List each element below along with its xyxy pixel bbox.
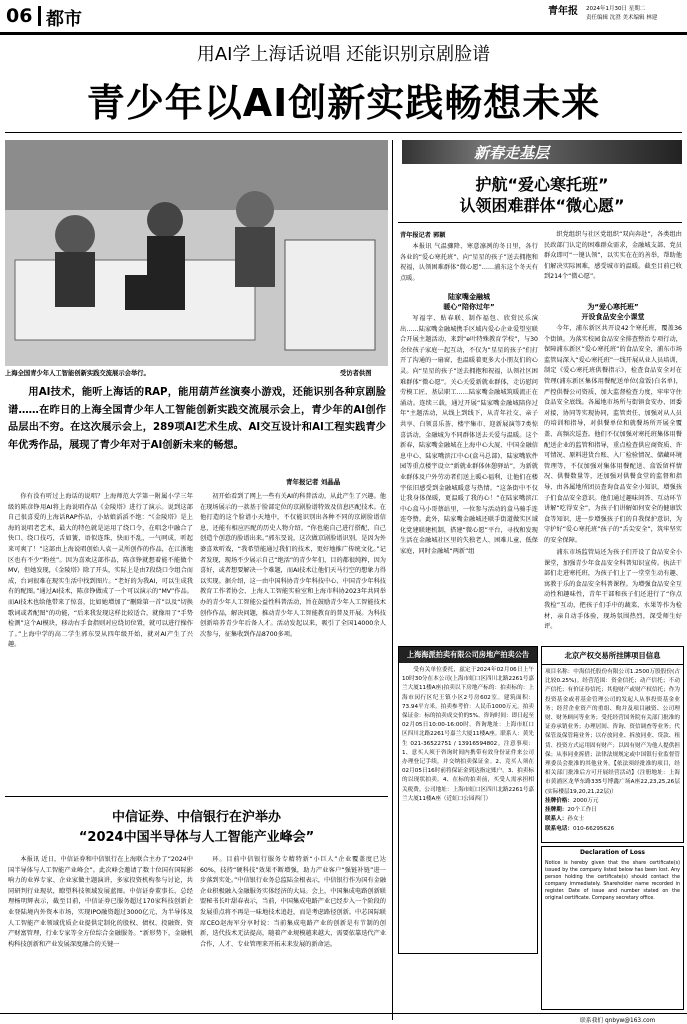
citic-body-col2: 环。目前中信银行服务专精特新“小巨人”企业覆盖度已达60%，技持“硬科技”效果不断增强，助力产业客户“强链补链”进一步落到实处。”中信银行业务总监陆金根表示，中信银行作为国有金融企业积极融入金融服务实体经济的大局。会上，中国集成电路创新联盟秘书长叶甜春表示，当前，中国集成电路产业已经步入一个阶段的发展重点将不再是一味地技术追赶，而是考虑路径创新。中芯国际联席CEO赵海军分享时说：当前集成电路产业的创新是有节制的创新，迭代技术无法提高，随着产业规模越来越大，需要依靠迭代产业合作，人才、专业管理来开拓未来发展的新命运。: [200, 856, 386, 948]
photo-scene-illustration: [5, 140, 388, 366]
lead-bottom-rule: [5, 796, 388, 797]
festival-banner: [402, 140, 682, 164]
citic-body-col1: 本报讯 近日，中信证券和中信银行在上海联合主办了“2024中国半导体与人工智能产业峰会”。此次峰会邀请了数十位国有国际影响力的业界专家、企业家做主题演讲，多家投资机构参与讨论，共同研判行业现状，瞭望科技领域发展蓝图。中信证券董事长、总经理杨明辉表示，截至目前，中信证券已服务超过170家科技创新企业登陆境内外资本市场，实现IPO融资超过3000亿元，为半导体及人工智能产业领域优质企业提供定制化的股权、债权、投融资、资产财富管理，行业专家等全方位综合金融服务。“新形势下，金融机构科技创新和产业发展深度融合的关键一: [8, 856, 193, 948]
exchange-title: 北京产权交易所挂牌项目信息: [542, 647, 683, 665]
exchange-price: 2000万元: [572, 798, 599, 804]
lead-body-col1: 你有没有听过上海话的说唱？上海师范大学第一附属小学三年级的陈彦铮用AI将上海说唱作品《金陵塔》进行了演示。说到这部自己很喜爱的上海话RAP作品，小姑娘滔滔不绝：“《金陵塔》是上海的说唱老艺术，最大的特色就是运用了绕口令，在唱念中融合了快口、绕口技巧，舌如簧，语似连珠，快而不乱，一气呵成，听起来可爽了！”这部由上海说唱创始人袁一灵所创作的作品，在江浙地区也有不少“粉丝”。因为喜欢这部作品，陈彦铮就想着能不能做个MV，但她发现，《金陵塔》除了开头，实际上是由7段绕口令组合而成，台词很难在现实生活中找到图片。“老好的为我AI，可以生成我有的配图。”通过AI技术，陈彦铮做成了一个可以演示的“MV”作品。而AI技术也给他带来了惊喜，比如她增加了“删除第一首”以及“切换歌词或者配图”的功能，“后来我发现这样比较适合，就像用了“手势检测”这个AI模块，移动右手食指则对应绕切位置，就可以进行操作了。”上海中学的高二学生郭东旻从四年级开始，就对AI产生了兴趣。: [8, 493, 193, 649]
auction-body: 受有关单位委托，兹定于2024年02月06日上午10时30分在本公司(上海市虹口区四川北路2261号嘉兰大厦11楼A座)拍卖以下房地产标的：拍卖标的：上海市闵行区纪王镇小区2号房602室。建筑面积：73.94平方米。拍卖参考价：人民币1000万元。拍卖保证金：标的拍卖成交价的5%。咨询时间：即日起至02月05日10:00-16:00时。咨询地址：上海市虹口区四川北路2261号嘉兰大厦11楼A座。联系人：黄先生 021-36522751 / 13916594802。注意事项：1、意买人须于咨询时间内携带有效身份证件来公司办理登记手续，并交纳拍卖保证金。2、竞买人须在02月05日16时前将保证金到达指定账户。3、拍卖标的以现状拍卖。4、在标的拍卖前，买受人需承担相关税费。公司地址：上海市虹口区四川北路2261号嘉兰大厦11楼A座（近虹口公园西门）: [402, 667, 534, 802]
winter-headline-rule: [398, 222, 682, 223]
photo-credit: 受访者供图: [340, 370, 372, 377]
page-number: 06: [6, 5, 33, 27]
winter-headline-2: 认领困难群体“微心愿”: [459, 196, 625, 215]
exchange-tel-label: 联系电话：: [545, 825, 573, 832]
lead-intro: 用AI技术，能听上海话的RAP，能用葫芦丝演奏小游戏，还能识别各种京剧脸谱……在昨日的上海全国青少年人工智能创新实践交流展示会上，青少年的AI创作品层出不穷。在这次展示会上，289项AI艺术生成、AI交互设计和AI工程实践青少年优秀作品，展现了青少年对于AI创新未来的畅想。: [8, 387, 386, 451]
newspaper-logo: 青年报: [548, 6, 578, 17]
issue-date: 2024年1月30日 星期二: [586, 6, 646, 12]
winter-body-col1: 写福字、贴春联、制作福包、欣赏民乐演出……陆家嘴金融城携手区域内爱心企业爱望室联合开展主题活动，来到“e叶特殊教育学校”，与30余位孩子家庭一起互动，不仅为“星星的孩子”们打开了沟通的一扇窗，也温暖着更多大小朋友们的心灵。向“星星的孩子”送去拥抱和祝福，认领社区困难群体“微心愿”。关心关爱新就业群体，走访慰问劳模工匠、基层职工……陆家嘴金融城筑暖流正在涌动。连续三载，通过开展“陆家嘴金融城陪你过年”主题活动，从线上到线下，从青年社交、亲子共享、白领喜乐荟、楼宇集市、迎新展演等7类惊喜活动，金融城为不同群体送去关爱与温暖。这个新春，陆家嘴金融城在上海中心大厦、中国金融信息中心、陆家嘴滨江中心(盒马总部)、陆家嘴软件园等重点楼宇设立“新就业群体休憩驿站”，为新就业群体及户外劳动者们送上暖心福利，让他们在楼宇依旧感受到金融城暖意与热情。“这条街中不仅让我身体保暖，更温暖了我的心！”在陆家嘴滨江中心盒马小哥蔡站里，一位参与活动的盒马骑手连连夸赞。此外，陆家嘴金融城还联手街道做实区域化党建联建机制，搭建“微心愿”平台，寻找和发现生活在金融城社区里的失独老人、困难儿童、低保家庭，同时金融城“两新”组: [400, 315, 538, 556]
winter-subhead-2b: 开设食品安全小课堂: [581, 313, 645, 321]
winter-body-col3: 今年，浦东新区共开设42个寒托班，覆盖36个街镇。为落实校园食品安全排查整治专项行动，保障浦东新区“爱心寒托班”的食品安全，浦东市场监管局深入“爱心寒托班”一线开展从业人员培训，制定《爱心寒托班供餐指示》，检查食品安全对在管理(浦东新区集体用餐配送单位(盒饭)白名单)，严控供餐公司资质，加大监督检查力度，牢牢守住食品安全底线。各属地市场所与街镇食安办、团委对接，协同等实现协同，监管责任，加强对从人员的培训和指导，对供餐单位和就餐场所开展全覆盖、高频次巡查。他们不仅加强对寒托班集体用餐配送企业的监管和指导，重点检查供应商资质、许可情况、原料进货台账、入厂检验情况、储藏环境管理等，不仅加强对集体用餐配送、盒饭留样情况、供餐数量等，还加强对供餐食堂的监督和指导，由各属地所团员查询食品安全小知识，增强孩子们食品安全意识。他们通过趣味问答、互动环节讲解“吃得安全”，为孩子们讲解如何安全的健康饮食等知识，进一步增强孩子们的自我保护意识，为守护好“爱心寒托班”孩子的“舌尖安全”，筑牢坚实的安全保障。: [544, 325, 682, 544]
winter-headline-1: 护航“爱心寒托班”: [475, 175, 609, 194]
exchange-contact: 孙女士: [567, 816, 585, 823]
lead-title: 青少年以AI创新实践畅想未来: [86, 81, 601, 125]
winter-byline: 青年报记者 郭颖: [400, 232, 446, 239]
citic-headline-2: “2024中国半导体与人工智能产业峰会”: [78, 830, 315, 845]
exchange-tel: 010-66295626: [572, 825, 615, 832]
exchange-tel-row: [545, 825, 680, 834]
lead-byline: 青年报记者 刘晶晶: [286, 478, 341, 486]
citic-headline-1: 中信证券、中信银行在沪举办: [111, 810, 281, 825]
auction-ad: [398, 646, 538, 954]
winter-body-col3b: 浦东市场监管局还为孩子们开设了食品安全小课堂，加强青少年食品安全科普知识宣传。执法干部们走进寒托班，为孩子们上了一堂堂生动有趣、寓教于乐的食品安全科普课程。为增强食品安全互动性和趣味性，青年干部和孩子们还进行了“你点我检”互动，把孩子们手中的蔬菜、水果等作为检材，亲自动手体验，现场氛围热烈，深受师生好评。: [544, 549, 682, 631]
auction-title: 上海海派拍卖有限公司房地产拍卖公告: [399, 647, 537, 663]
winter-lead: 本报讯 气温骤降、寒意凛冽的冬日里，各行各业的“爱心寒托班”、向“星星的孩子”送去拥抱和祝福，认领困难群体“微心愿”……浦东这个冬天有点暖。: [400, 243, 538, 282]
footer-rule: [0, 1013, 687, 1014]
lead-subtitle: 用AI学上海话说唱 还能识别京剧脸谱: [196, 44, 491, 65]
winter-body-col2: 织党组织与社区党组织“双向奔赴”，各类组由民政部门认定的困难群众需求，金融城支部、党员群众即可“一键认领”，以实实在在的善举，帮助他们解决实际困难，感受城市的温暖。截至目前已收到214个“微心愿”。: [544, 231, 682, 281]
photo-caption: 上海全国青少年人工智能创新实践交流展示会举行。: [5, 370, 150, 377]
lead-body-col2: 初开始看到了网上一些有关AI的科普活动，从此产生了兴趣。他在现场展示的一款基于脸部定位的京剧脸谱特效及信息匹配技术。在他打造的这个脸谱小天地中，不仅能识别出各种不同的京剧脸谱信息，还能有相应匹配的历史人物介绍。“你也能自己进行搭配，自己创造个创意的脸谱出来。”郭东旻说，这次做京剧脸谱识别，是因为外婆喜欢听戏，“我希望能通过我们的技术，更好地推广传统文化。”记者发现，现场不少展示自己“绝活”的青少年们，目的都很纯粹，因为喜好，或者想要解决一个难题，而AI技术让他们天马行空的想象力得以实现。据介绍，这一由中国科协青少年科技中心、中国青少年科技教育工作者协会、上海人工智能实验室和上海市科协2023年共同举办的青少年人工智能公益性科普活动，旨在鼓励青少年人工智能技术创作作品，解决问题，推动青少年人工智能教育的普及开展。为科技创新培养青少年后备人才。活动发起以来，吸引了全国14000余人次参与，征集收到作品8700多项。: [200, 493, 386, 638]
editors: 责任编辑 沈澄 美术编辑 林建: [586, 15, 658, 21]
winter-subhead-1b: 暖心“陪你过年”: [443, 303, 495, 311]
exchange-price-label: 挂牌价格：: [545, 798, 573, 804]
footer-contact: 联系我们 qnbyw@163.com: [580, 1018, 656, 1024]
header-divider: [38, 6, 41, 26]
headline-rule: [5, 132, 682, 133]
winter-subhead-1a: 陆家嘴金融城: [448, 293, 490, 301]
lead-photo: [5, 140, 388, 366]
exchange-notice: [541, 646, 684, 843]
loss-notice-body: Notice is hereby given that the share certificate(s) issued by the company listed below has been lost. Any person holding the certificate(s) should contact the company immediately. Shareholder name recorded in register. Date of issue and number stated on the original certificate. Company secretary office.: [545, 861, 680, 901]
winter-subhead-2a: 为“爱心寒托班”: [587, 303, 639, 311]
exchange-period-label: 挂牌期：: [545, 807, 568, 814]
exchange-price-row: [545, 797, 680, 806]
exchange-contact-label: 联系人：: [545, 816, 568, 823]
header-rule: [0, 32, 687, 35]
section-name: 都市: [46, 9, 82, 30]
exchange-period: 20个工作日: [567, 807, 597, 814]
exchange-body: 项目名称：中海信托股份有限公司1.2500万股股份(占比较0.25%)。经营范围：资金信托；动产信托；不动产信托；有价证券信托；其他财产或财产权信托；作为投资基金或者基金管理公司的发起人从事投资基金业务；经营企业资产的重组、购并及项目融资、公司理财、财务顾问等业务；受托经营国务院有关部门批准的证券承销业务；办理居间、咨询、资信调查等业务；代保管及保管箱业务；以存放同业、拆放同业、贷款、租赁、投资方式运用固有财产；以固有财产为他人提供担保；从事同业拆借；法律法规规定或中国银行业监督管理委员会批准的其他业务。【依法须经批准的项目，经相关部门批准后方可开展经营活动】（注册地址：上海市黄浦区龙华东路335号博鑫广场A座22,23,25,26层(实际楼层19,20,21,22层)）: [545, 669, 680, 794]
exchange-contact-row: [545, 815, 680, 824]
exchange-period-row: [545, 806, 680, 815]
festival-banner-label: 新春走基层: [474, 144, 550, 162]
column-separator: [392, 140, 393, 1020]
loss-notice-title: Declaration of Loss: [579, 849, 646, 856]
loss-notice: [541, 846, 684, 1010]
